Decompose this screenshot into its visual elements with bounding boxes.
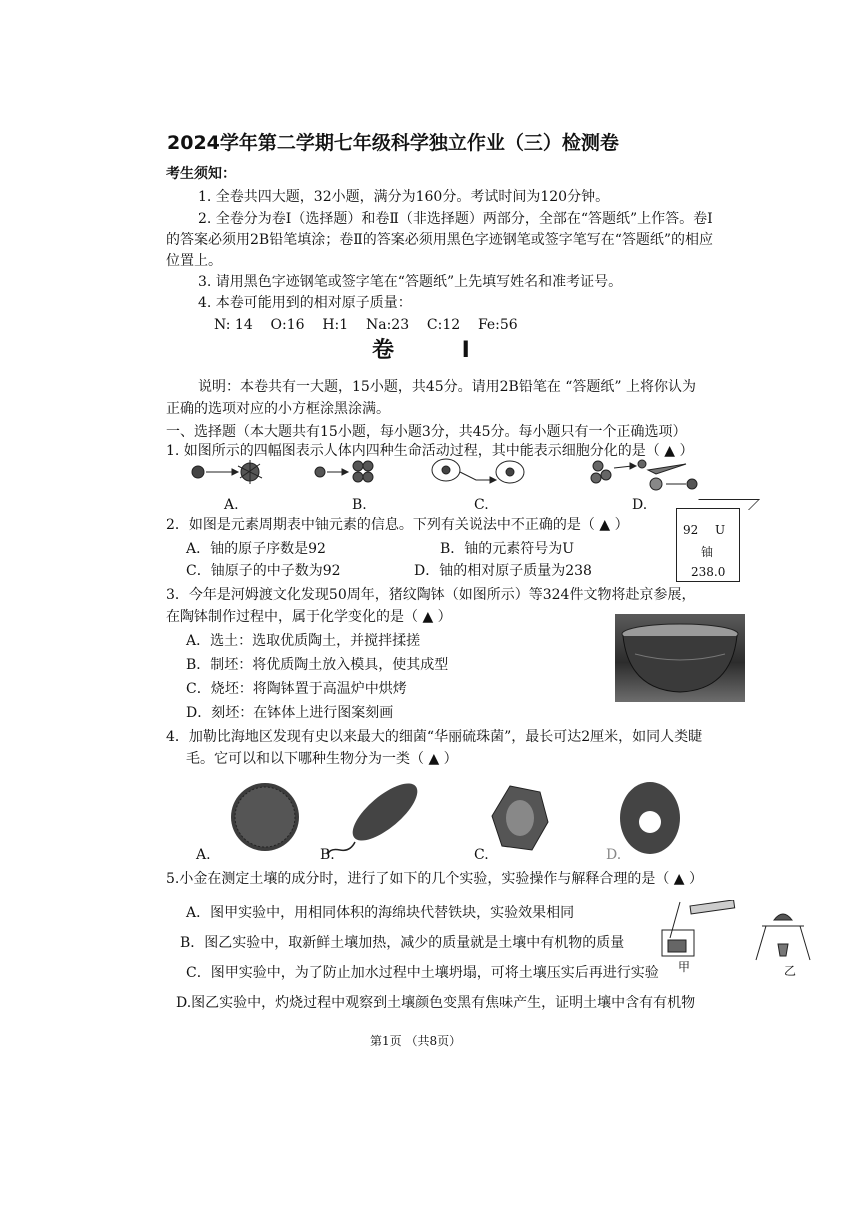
atomic-masses: N: 14 O:16 H:1 Na:23 C:12 Fe:56: [214, 317, 518, 333]
notice-heading: 考生须知：: [166, 166, 236, 182]
q1-option-a: A.: [224, 497, 239, 513]
q1-figure-a: [192, 460, 262, 484]
explain-line-1: 说明：本卷共有一大题，15小题，共45分。请用2B铅笔在 “答题纸” 上将你认为: [198, 379, 697, 395]
explain-line-2: 正确的选项对应的小方框涂黑涂满。: [166, 401, 390, 417]
q2-stem: 2．如图是元素周期表中铀元素的信息。下列有关说法中不正确的是（ ▲ ）: [166, 517, 629, 533]
page-title: 2024学年第二学期七年级科学独立作业（三）检测卷: [167, 132, 619, 154]
q1-cell-diagrams: [186, 458, 706, 496]
q4-figure-c: [492, 786, 548, 850]
q4-figure-a: [231, 783, 299, 851]
notice-item-4: 4. 本卷可能用到的相对原子质量：: [198, 295, 412, 311]
figure-label-jia: 甲: [678, 960, 691, 974]
notice-item-1: 1. 全卷共四大题，32小题，满分为160分。考试时间为120分钟。: [198, 189, 610, 205]
q2-option-b: B．铀的元素符号为U: [440, 541, 575, 557]
uranium-mass: 238.0: [691, 565, 726, 579]
uranium-symbol: U: [715, 523, 726, 537]
notice-item-3: 3. 请用黑色字迹钢笔或签字笔在“答题纸”上先填写姓名和准考证号。: [198, 274, 623, 290]
q5-figure-yi-burner: [756, 914, 810, 960]
q5-option-b: B．图乙实验中，取新鲜土壤加热，减少的质量就是土壤中有机物的质量: [180, 935, 625, 951]
q1-figure-c: [432, 459, 524, 483]
pottery-bowl-photo: [615, 614, 745, 702]
q3-option-d: D．刻坯：在钵体上进行图案刻画: [186, 705, 394, 721]
q1-figure-b: [315, 461, 373, 482]
q4-option-b: B.: [320, 847, 335, 863]
figure-label-yi: 乙: [784, 964, 797, 978]
q4-option-c: C.: [474, 847, 489, 863]
notice-item-2-line-2: 的答案必须用2B铅笔填涂；卷Ⅱ的答案必须用黑色字迹钢笔或签字笔写在“答题纸”的相应: [166, 232, 714, 248]
q4-figure-d: [620, 782, 680, 854]
q5-option-a: A．图甲实验中，用相同体积的海绵块代替铁块，实验效果相同: [186, 905, 575, 921]
q5-option-c: C．图甲实验中，为了防止加水过程中土壤坍塌，可将土壤压实后再进行实验: [186, 965, 659, 981]
uranium-name: 铀: [701, 545, 714, 559]
q4-figure-b: [328, 774, 426, 854]
q2-option-a: A．铀的原子序数是92: [186, 541, 326, 557]
q4-option-d: D.: [606, 847, 622, 863]
q3-option-c: C．烧坯：将陶钵置于高温炉中烘烤: [186, 681, 407, 697]
q1-option-b: B.: [352, 497, 367, 513]
volume-title: 卷 Ⅰ: [372, 338, 500, 363]
q1-stem: 1. 如图所示的四幅图表示人体内四种生命活动过程，其中能表示细胞分化的是（ ▲ ）: [166, 443, 694, 459]
q3-option-a: A．选土：选取优质陶土，并搅拌揉搓: [186, 633, 421, 649]
section-heading: 一、选择题（本大题共有15小题，每小题3分，共45分。每小题只有一个正确选项）: [166, 424, 687, 440]
q2-option-c: C．铀原子的中子数为92: [186, 563, 341, 579]
q2-option-d: D．铀的相对原子质量为238: [414, 563, 592, 579]
q3-stem-line-2: 在陶钵制作过程中，属于化学变化的是（ ▲ ）: [166, 609, 452, 625]
q3-option-b: B．制坯：将优质陶土放入模具，使其成型: [186, 657, 449, 673]
q1-option-c: C.: [474, 497, 489, 513]
page-footer: 第1页 （共8页）: [370, 1034, 462, 1048]
q1-figure-d: [591, 460, 697, 490]
q1-option-d: D.: [632, 497, 648, 513]
q3-stem-line-1: 3．今年是河姆渡文化发现50周年，猪纹陶钵（如图所示）等324件文物将赴京参展，: [166, 587, 696, 603]
uranium-atomic-number: 92: [683, 523, 699, 537]
q5-figure-jia-beaker: [662, 900, 735, 956]
q4-option-a: A.: [196, 847, 211, 863]
notice-item-2-line-1: 2. 全卷分为卷Ⅰ（选择题）和卷Ⅱ（非选择题）两部分，全部在“答题纸”上作答。卷Ⅰ: [198, 211, 713, 227]
q5-option-d: D.图乙实验中，灼烧过程中观察到土壤颜色变黑有焦味产生，证明土壤中含有有机物: [176, 995, 696, 1011]
q4-stem-line-2: 毛。它可以和以下哪种生物分为一类（ ▲ ）: [186, 751, 458, 767]
notice-item-2-line-3: 位置上。: [166, 253, 222, 269]
q5-stem: 5.小金在测定土壤的成分时，进行了如下的几个实验，实验操作与解释合理的是（ ▲ ）: [166, 871, 704, 887]
q4-stem-line-1: 4．加勒比海地区发现有史以来最大的细菌“华丽硫珠菌”，最长可达2厘米，如同人类睫: [166, 729, 703, 745]
uranium-periodic-cell: [676, 508, 740, 582]
